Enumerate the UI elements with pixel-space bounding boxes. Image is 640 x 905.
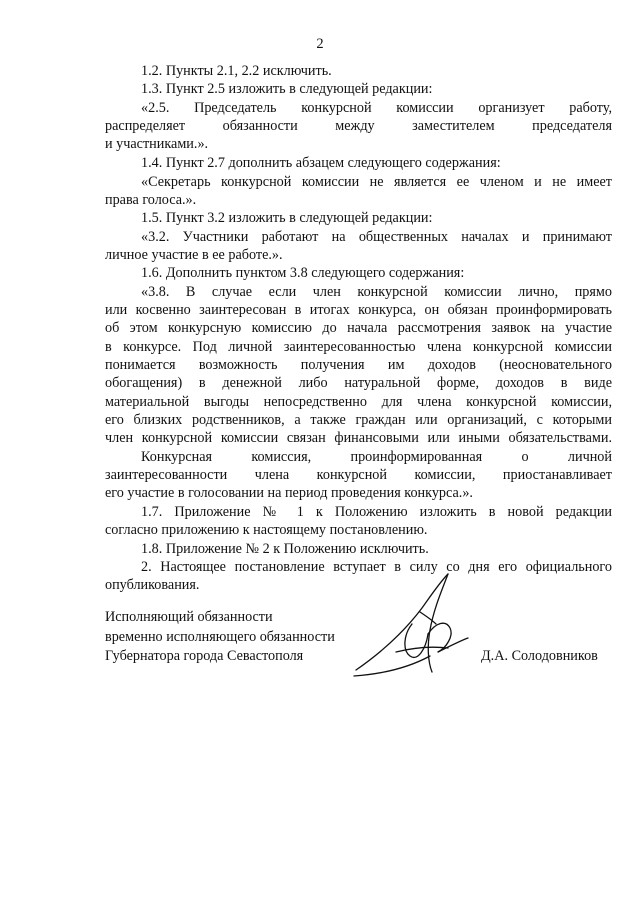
body-line: «3.8. В случае если член конкурсной комиссии лично, прямо xyxy=(141,284,612,300)
body-line: 1.2. Пункты 2.1, 2.2 исключить. xyxy=(141,63,332,79)
body-line: и участниками.». xyxy=(105,136,209,152)
body-line: личное участие в ее работе.». xyxy=(105,247,283,263)
body-line: об этом конкурсную комиссию до начала рассмотрения заявок на участие xyxy=(105,320,612,336)
body-line: его близких родственников, а также граждан или организаций, с которыми xyxy=(105,412,612,428)
signatory-name: Д.А. Солодовников xyxy=(481,648,598,664)
body-line: 1.3. Пункт 2.5 изложить в следующей редакции: xyxy=(141,81,433,97)
handwritten-signature xyxy=(352,572,472,682)
body-line: понимается возможность получения им доходов (неосновательного xyxy=(105,357,612,373)
signatory-title-line-3: Губернатора города Севастополя xyxy=(105,648,304,664)
body-line: «3.2. Участники работают на общественных началах и принимают xyxy=(141,229,612,245)
signatory-title-line-1: Исполняющий обязанности xyxy=(105,609,273,625)
body-line: 1.4. Пункт 2.7 дополнить абзацем следующего содержания: xyxy=(141,155,501,171)
body-line: 1.7. Приложение № 1 к Положению изложить в новой редакции xyxy=(141,504,612,520)
body-line: согласно приложению к настоящему постановлению. xyxy=(105,522,428,538)
body-line: 1.6. Дополнить пунктом 3.8 следующего содержания: xyxy=(141,265,465,281)
body-line: член конкурсной комиссии связан финансовыми или иными обязательствами. xyxy=(105,430,612,446)
body-line: Конкурсная комиссия, проинформированная о личной xyxy=(141,449,612,465)
body-line: 2. Настоящее постановление вступает в силу со дня его официального xyxy=(141,559,612,575)
body-line: или косвенно заинтересован в итогах конкурса, он обязан проинформировать xyxy=(105,302,612,318)
body-line: «2.5. Председатель конкурсной комиссии организует работу, xyxy=(141,100,612,116)
body-line: 1.5. Пункт 3.2 изложить в следующей редакции: xyxy=(141,210,433,226)
signatory-title-line-2: временно исполняющего обязанности xyxy=(105,628,335,645)
body-line: «Секретарь конкурсной комиссии не является ее членом и не имеет xyxy=(141,174,612,190)
body-line: его участие в голосовании на период проведения конкурса.». xyxy=(105,485,473,501)
signature-block xyxy=(105,608,335,667)
body-line: в конкурсе. Под личной заинтересованностью члена конкурсной комиссии xyxy=(105,339,612,355)
body-line: заинтересованности члена конкурсной комиссии, приостанавливает xyxy=(105,467,612,483)
body-line: материальной выгоды непосредственно для члена конкурсной комиссии, xyxy=(105,394,612,410)
body-line: обогащения) в денежной либо натуральной форме, доходов в виде xyxy=(105,375,612,391)
body-line: распределяет обязанности между заместителем председателя xyxy=(105,118,612,134)
body-line: права голоса.». xyxy=(105,192,197,208)
body-line: опубликования. xyxy=(105,577,200,593)
body-line: 1.8. Приложение № 2 к Положению исключить. xyxy=(141,541,429,557)
page-number: 2 xyxy=(316,36,324,52)
